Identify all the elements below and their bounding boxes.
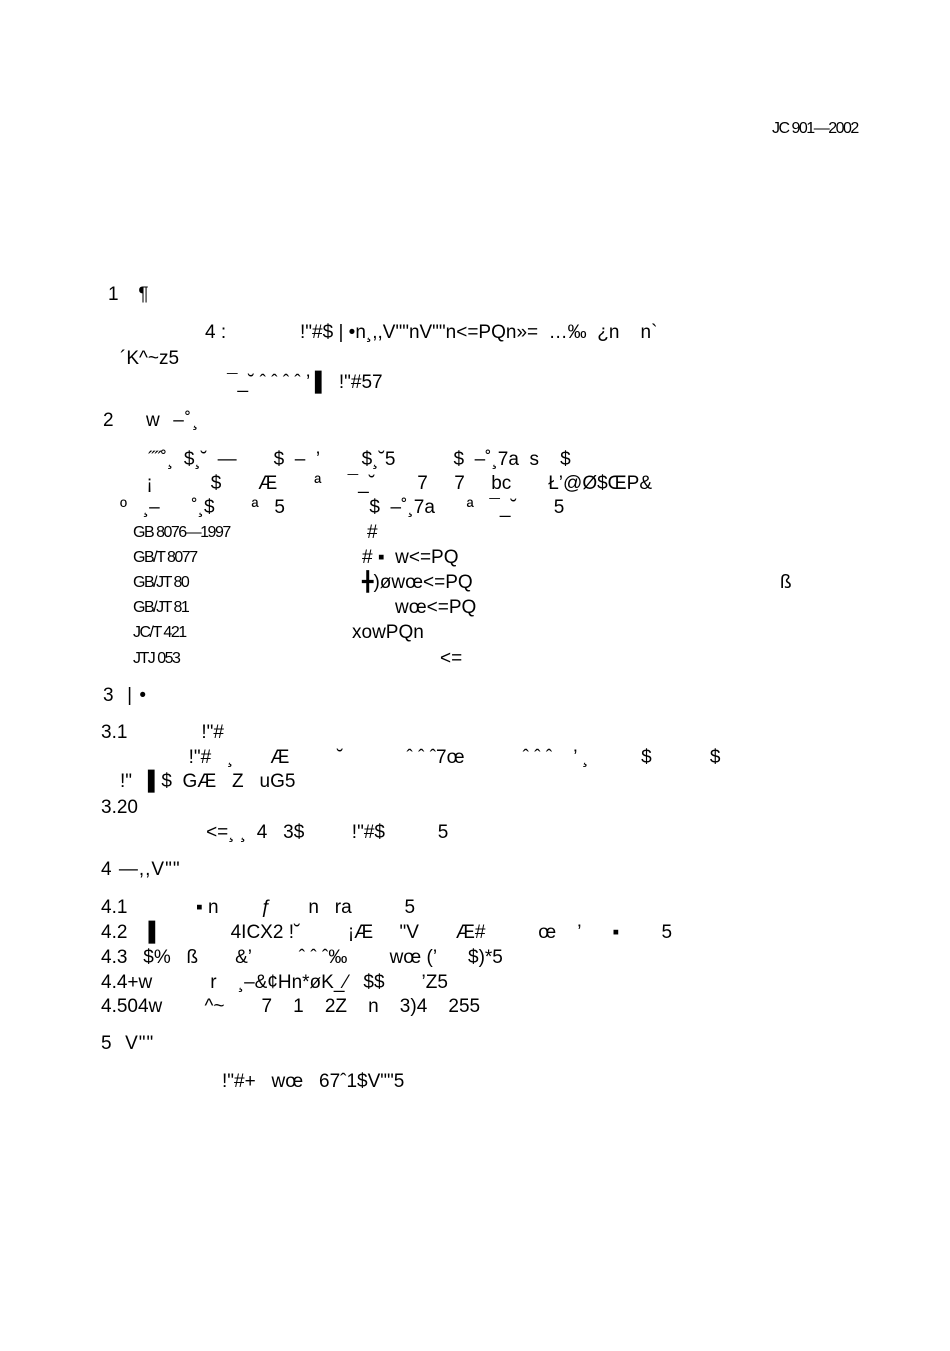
section-2-line-2: ¡ $ Æ ª ¯_˘ 7 7 bc Ł’@Ø$ŒP& xyxy=(120,473,653,494)
section-4-item: 4.2 ▌ 4ICX2 !˘ ¡Æ "V Æ# œ ’ ▪ 5 xyxy=(101,922,673,943)
section-1-line-1: 4 : !"#$ | •n¸,,V""nV""n<=PQn»= …‰ ¿n n` xyxy=(205,322,658,343)
reference-code: GB/T 8077 xyxy=(133,549,197,566)
reference-title: <= xyxy=(440,648,463,669)
section-1-heading: 1 ¶ xyxy=(108,284,150,305)
section-3-2-heading: 3.20 xyxy=(101,797,138,818)
section-2-line-3: º ¸– ˚¸$ ª 5 $ –˚¸7a ª ¯_˘ 5 xyxy=(120,497,565,518)
section-1-line-2: ´K^~z5 xyxy=(120,348,180,369)
section-2-heading: 2 w –˚¸ xyxy=(103,410,200,431)
reference-code: JC/T 421 xyxy=(133,624,186,641)
reference-note: ß xyxy=(780,572,792,593)
reference-code: GB/JT 81 xyxy=(133,599,189,616)
section-5-line-1: !"#+ wœ 67ˆ1$V""5 xyxy=(222,1071,405,1092)
section-2-line-1: ˝˝˚¸ $¸˘ — $ – ’ $¸˘5 $ –˚¸7a s $ xyxy=(148,449,571,470)
section-4-item: 4.1 ▪ n ƒ n ra 5 xyxy=(101,897,416,918)
reference-title: # ▪ w<=PQ xyxy=(362,547,459,568)
section-4-item: 4.4+w r ¸–&¢Hn*øK_⁄ $$ ’Z5 xyxy=(101,972,448,993)
reference-title: xowPQn xyxy=(352,622,424,643)
section-3-1-line-1: !"# ¸ Æ ˘ ˆ ˆ ˆ7œ ˆ ˆ ˆ ’ ¸ $ $ xyxy=(120,747,721,768)
section-4-item: 4.3 $% ß &’ ˆ ˆ ˆ‰ wœ (’ $)*5 xyxy=(101,947,503,968)
section-3-2-line-1: <=¸ ¸ 4 3$ !"#$ 5 xyxy=(148,822,449,843)
reference-code: JTJ 053 xyxy=(133,650,180,667)
reference-title: wœ<=PQ xyxy=(395,597,477,618)
section-1-line-3: ¯_˘ ˆ ˆ ˆ ˆ ’ ▌ !"#57 xyxy=(190,372,383,393)
section-5-heading: 5 V"" xyxy=(101,1033,155,1054)
reference-title: # xyxy=(367,522,378,543)
reference-title: ╋)øwœ<=PQ xyxy=(362,572,473,593)
section-4-heading: 4 —,,V"" xyxy=(101,859,181,880)
section-3-1-heading: 3.1 !"# xyxy=(101,722,224,743)
reference-code: GB 8076—1997 xyxy=(133,524,230,541)
section-3-heading: 3 | • xyxy=(103,685,147,706)
section-3-1-line-2: !" ▌$ GÆ Z uG5 xyxy=(120,771,296,792)
reference-code: GB/JT 80 xyxy=(133,574,189,591)
standard-code: JC 901—2002 xyxy=(772,120,858,137)
section-4-item: 4.504w ^~ 7 1 2Z n 3)4 255 xyxy=(101,996,481,1017)
